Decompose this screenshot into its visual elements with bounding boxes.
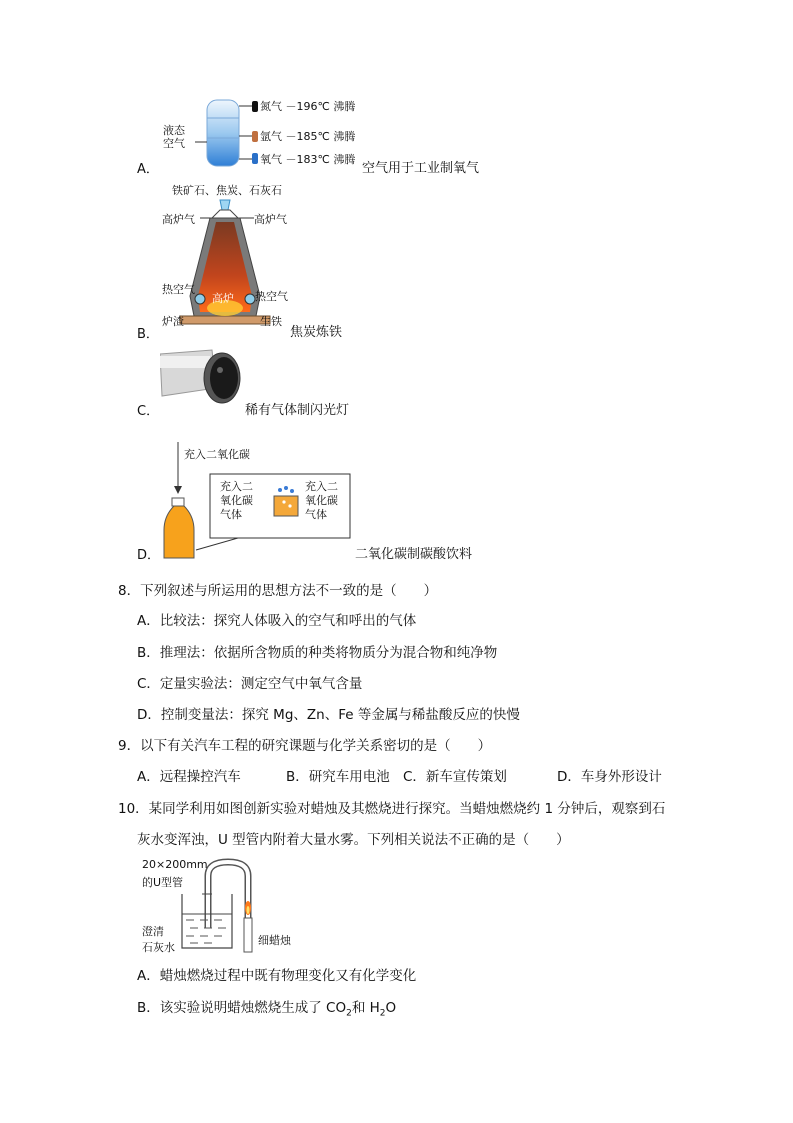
q10-option-b-prefix: B．该实验说明蜡烛燃烧生成了 CO [137, 1000, 347, 1016]
furnace-label: 高炉 [212, 292, 234, 305]
iron-label: 生铁 [260, 315, 282, 328]
figure-flash-lamp [160, 348, 245, 413]
liquid-air-label-line1: 液态 [163, 124, 185, 137]
option-a-letter: A． [137, 162, 159, 177]
q8-option-b: B．推理法：依据所含物质的种类将物质分为混合物和纯净物 [137, 645, 498, 661]
option-c-letter: C． [137, 404, 160, 419]
q9-option-d: D．车身外形设计 [557, 769, 662, 785]
drink-right-label [305, 480, 338, 522]
q10-stem-line1: 10．某同学利用如图创新实验对蜡烛及其燃烧进行探究。当蜡烛燃烧约 1 分钟后，观察到石 [118, 801, 666, 817]
utube-label: 的U型管 [142, 876, 184, 889]
gas-argon: 氩气 －185℃ 沸腾 [260, 130, 356, 143]
lime-water-label-1: 澄清 [142, 925, 164, 938]
q9-option-a: A．远程操控汽车 [137, 769, 241, 785]
utube-size-label: 20×200mm [142, 858, 208, 871]
drink-left-label [220, 480, 253, 522]
furnace-top-label: 铁矿石、焦炭、石灰石 [172, 184, 282, 197]
q9-option-c: C．新车宣传策划 [403, 769, 507, 785]
q10-option-b-mid: 和 H [351, 1000, 380, 1016]
option-d-letter: D． [137, 548, 161, 563]
drink-right-line3: 气体 [305, 508, 327, 521]
hot-air-right: 热空气 [255, 290, 288, 303]
option-b-caption: 焦炭炼铁 [290, 325, 343, 340]
gas-nitrogen: 氮气 －196℃ 沸腾 [260, 100, 356, 113]
lime-water-label-2: 石灰水 [142, 941, 175, 954]
drink-arrow-label: 充入二氧化碳 [184, 448, 250, 461]
q9-option-b: B．研究车用电池 [286, 769, 390, 785]
q10-stem-line2: 灰水变浑浊，U 型管内附着大量水雾。下列相关说法不正确的是（ ） [137, 832, 570, 848]
q10-option-a: A．蜡烛燃烧过程中既有物理变化又有化学变化 [137, 968, 417, 984]
drink-left-line1: 充入二 [220, 480, 253, 493]
q10-option-b-end: O [385, 1000, 397, 1016]
q8-option-a: A．比较法：探究人体吸入的空气和呼出的气体 [137, 613, 417, 629]
drink-left-line2: 氧化碳 [220, 494, 253, 507]
option-b-letter: B． [137, 327, 159, 342]
option-c-caption: 稀有气体制闪光灯 [245, 403, 350, 418]
q10-option-b [137, 999, 396, 1023]
liquid-air-label-line2: 空气 [163, 137, 185, 150]
hot-air-left: 热空气 [162, 283, 195, 296]
slag-label: 炉渣 [162, 315, 184, 328]
drink-right-line1: 充入二 [305, 480, 338, 493]
q8-stem: 8．下列叙述与所运用的思想方法不一致的是（ ） [118, 583, 438, 599]
h2o-subscript: 2 [379, 1008, 386, 1019]
option-d-caption: 二氧化碳制碳酸饮料 [355, 547, 473, 562]
q8-option-d: D．控制变量法：探究 Mg、Zn、Fe 等金属与稀盐酸反应的快慢 [137, 707, 520, 723]
furnace-gas-right: 高炉气 [254, 213, 287, 226]
q8-option-c: C．定量实验法：测定空气中氧气含量 [137, 676, 363, 692]
co2-subscript: 2 [346, 1008, 352, 1019]
furnace-gas-left: 高炉气 [162, 213, 195, 226]
drink-right-line2: 氧化碳 [305, 494, 338, 507]
gas-oxygen: 氧气 －183℃ 沸腾 [260, 153, 356, 166]
liquid-air-label [163, 124, 185, 150]
candle-label: 细蜡烛 [258, 934, 291, 947]
q9-stem: 9．以下有关汽车工程的研究课题与化学关系密切的是（ ） [118, 738, 492, 754]
option-a-caption: 空气用于工业制氧气 [362, 161, 480, 176]
drink-left-line3: 气体 [220, 508, 242, 521]
flash-lamp-drawing [160, 348, 245, 413]
